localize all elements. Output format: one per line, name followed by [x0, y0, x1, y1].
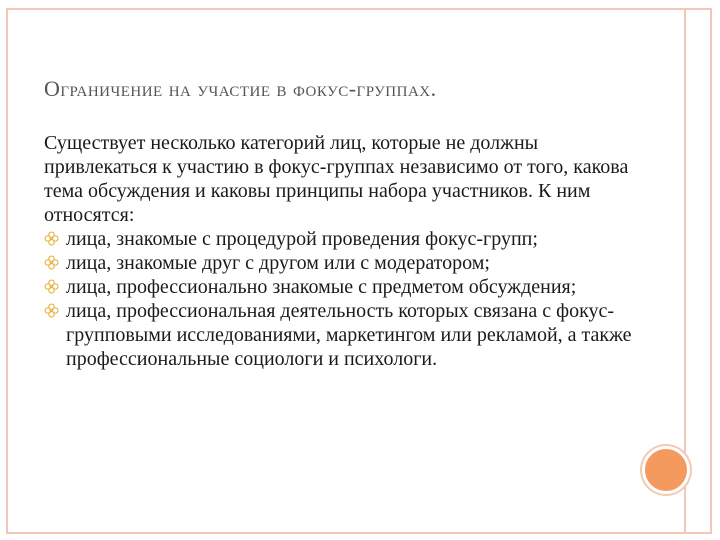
slide-title: Ограничение на участие в фокус-группах.: [44, 76, 437, 101]
list-item: [44, 299, 654, 371]
list-item: [44, 227, 654, 251]
flower-bullet-icon: [44, 231, 59, 246]
flower-bullet-icon: [44, 279, 59, 294]
list-item-text: лица, знакомые с процедурой проведения фокус-групп;: [66, 228, 538, 250]
bullet-list: [44, 227, 654, 371]
decorative-circle: [642, 446, 690, 494]
list-item: [44, 251, 654, 275]
slide-body: [44, 131, 654, 371]
list-item-text: лица, знакомые друг с другом или с модератором;: [66, 252, 490, 274]
list-item: [44, 275, 654, 299]
list-item-text: лица, профессионально знакомые с предметом обсуждения;: [66, 276, 577, 298]
flower-bullet-icon: [44, 255, 59, 270]
list-item-text: лица, профессиональная деятельность которых связана с фокус-групповыми исследованиями, маркетингом или рекламой, а также профессиональные социологи и психологи.: [66, 300, 632, 370]
flower-bullet-icon: [44, 303, 59, 318]
intro-paragraph: Существует несколько категорий лиц, которые не должны привлекаться к участию в фокус-группах независимо от того, какова тема обсуждения и каковы принципы набора участников. К ним относятся:: [44, 132, 629, 226]
